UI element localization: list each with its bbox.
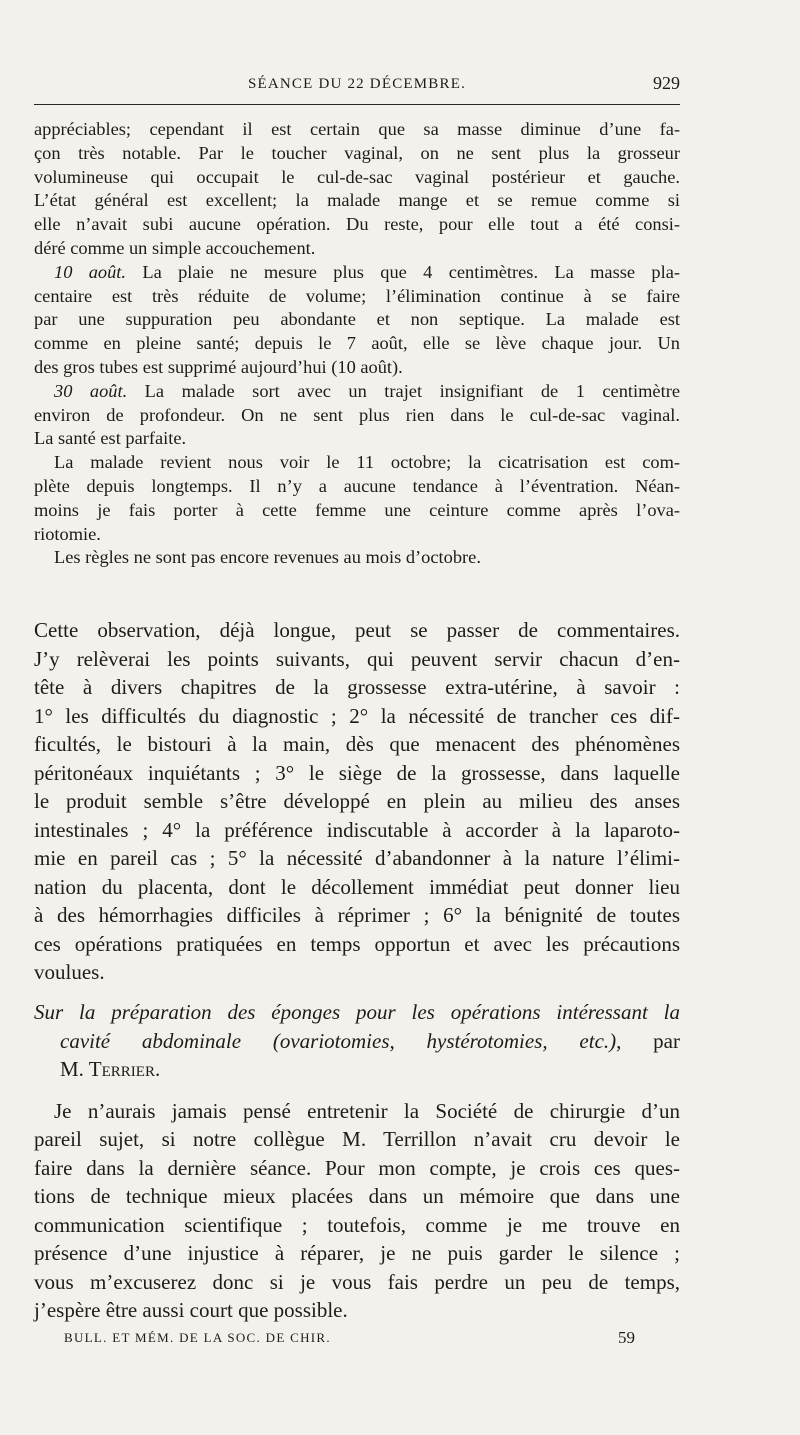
- title-by: par: [653, 1028, 680, 1053]
- page-footer: [34, 1328, 680, 1352]
- text-line: environ de profondeur. On ne sent plus rien dans le cul-de-sac vaginal.: [34, 404, 680, 425]
- case-paragraph-2: [34, 261, 680, 380]
- header-rule: [34, 104, 680, 105]
- text-line: présence d’une injustice à réparer, je ne puis garder le silence ;: [34, 1241, 680, 1265]
- text-line: ces opérations pratiquées en temps opportun et avec les précautions: [34, 931, 680, 956]
- text-line: communication scientifique ; toutefois, comme je me trouve en: [34, 1212, 680, 1237]
- text-line: J’y relèverai les points suivants, qui peuvent servir chacun d’en-: [34, 646, 680, 671]
- text-line: Cette observation, déjà longue, peut se passer de commentaires.: [34, 618, 680, 642]
- case-paragraph-5: [34, 546, 680, 570]
- running-title: SÉANCE DU 22 DÉCEMBRE.: [247, 76, 467, 92]
- date-label: 30 août.: [54, 380, 128, 401]
- text-line: tête à divers chapitres de la grossesse extra-utérine, à savoir :: [34, 675, 680, 699]
- text-line: plète depuis longtemps. Il n’y a aucune tendance à l’éventration. Néan-: [34, 475, 680, 496]
- text-line: j’espère être aussi court que possible.: [34, 1298, 348, 1322]
- section-title-line: [34, 1027, 680, 1056]
- text-line: [34, 261, 680, 285]
- text-line: des gros tubes est supprimé aujourd’hui (10 août).: [34, 356, 403, 377]
- text-line: centaire est très réduite de volume; l’élimination continue à se faire: [34, 285, 680, 306]
- running-head: [34, 70, 680, 100]
- footer-signature-number: 59: [618, 1328, 635, 1347]
- title-text: cavité abdominale (ovariotomies, hystérotomies, etc.),: [60, 1028, 622, 1053]
- text-line: le produit semble s’être développé en plein au milieu des anses: [34, 789, 680, 813]
- text-line: par une suppuration peu abondante et non septique. La malade est: [34, 309, 680, 330]
- text-line: La malade revient nous voir le 11 octobre; la cicatrisation est com-: [54, 452, 680, 473]
- section: [34, 998, 680, 1325]
- text-line: pareil sujet, si notre collègue M. Terrillon n’avait cru devoir le: [34, 1127, 680, 1151]
- text-line: appréciables; cependant il est certain que sa masse diminue d’une fa-: [34, 119, 680, 139]
- text-line: mie en pareil cas ; 5° la nécessité d’abandonner à la nature l’élimi-: [34, 846, 680, 870]
- text-line: déré comme un simple accouchement.: [34, 237, 316, 258]
- text-line: nation du placenta, dont le décollement immédiat peut donner lieu: [34, 874, 680, 899]
- text-line: riotomie.: [34, 523, 101, 544]
- text-line: moins je fais porter à cette femme une ceinture comme après l’ova-: [34, 499, 680, 520]
- section-title-line: [34, 998, 680, 1027]
- text-line: Je n’aurais jamais pensé entretenir la Société de chirurgie d’un: [54, 1098, 680, 1123]
- text-line: voulues.: [34, 960, 105, 984]
- page-number: 929: [653, 73, 680, 93]
- intro-paragraph: [34, 1097, 680, 1325]
- text-line: tions de technique mieux placées dans un mémoire que dans une: [34, 1184, 680, 1208]
- text-line: [34, 380, 680, 404]
- spacer: [34, 1084, 680, 1097]
- text-fragment: La plaie ne mesure plus que 4 centimètres. La masse pla-: [126, 261, 680, 282]
- section-title: [34, 998, 680, 1084]
- text-fragment: La malade sort avec un trajet insignifiant de 1 centimètre: [127, 380, 680, 401]
- case-paragraph-4: [34, 451, 680, 546]
- title-text: Sur la préparation des éponges pour les opérations intéressant la: [34, 1000, 680, 1024]
- case-paragraph-1: [34, 118, 680, 261]
- text-line: elle n’avait subi aucune opération. Du reste, pour elle tout a été consi-: [34, 214, 680, 235]
- text-line: comme en pleine santé; depuis le 7 août, elle se lève chaque jour. Un: [34, 333, 680, 354]
- case-notes: [34, 118, 680, 570]
- text-line: intestinales ; 4° la préférence indiscutable à accorder à la laparoto-: [34, 817, 680, 842]
- text-line: vous m’excuserez donc si je vous fais perdre un peu de temps,: [34, 1269, 680, 1294]
- text-line: çon très notable. Par le toucher vaginal, on ne sent plus la grosseur: [34, 142, 680, 163]
- text-line: L’état général est excellent; la malade mange et se remue comme si: [34, 190, 680, 211]
- text-line: ficultés, le bistouri à la main, dès que menacent des phénomènes: [34, 732, 680, 756]
- text-line: La santé est parfaite.: [34, 428, 187, 449]
- text-line: à des hémorrhagies difficiles à réprimer ; 6° la bénignité de toutes: [34, 903, 680, 927]
- date-label: 10 août.: [54, 261, 127, 282]
- text-line: faire dans la dernière séance. Pour mon compte, je crois ces ques-: [34, 1155, 680, 1180]
- commentary-paragraph: [34, 616, 680, 987]
- text-line: volumineuse qui occupait le cul-de-sac vaginal postérieur et gauche.: [34, 166, 680, 187]
- footer-journal: BULL. ET MÉM. DE LA SOC. DE CHIR.: [64, 1330, 331, 1345]
- case-paragraph-3: [34, 380, 680, 451]
- text-line: péritonéaux inquiétants ; 3° le siège de la grossesse, dans laquelle: [34, 760, 680, 785]
- text-line: 1° les difficultés du diagnostic ; 2° la nécessité de trancher ces dif-: [34, 703, 680, 728]
- text-line: Les règles ne sont pas encore revenues au mois d’octobre.: [54, 547, 481, 568]
- section-author: M. Terrier.: [60, 1057, 161, 1081]
